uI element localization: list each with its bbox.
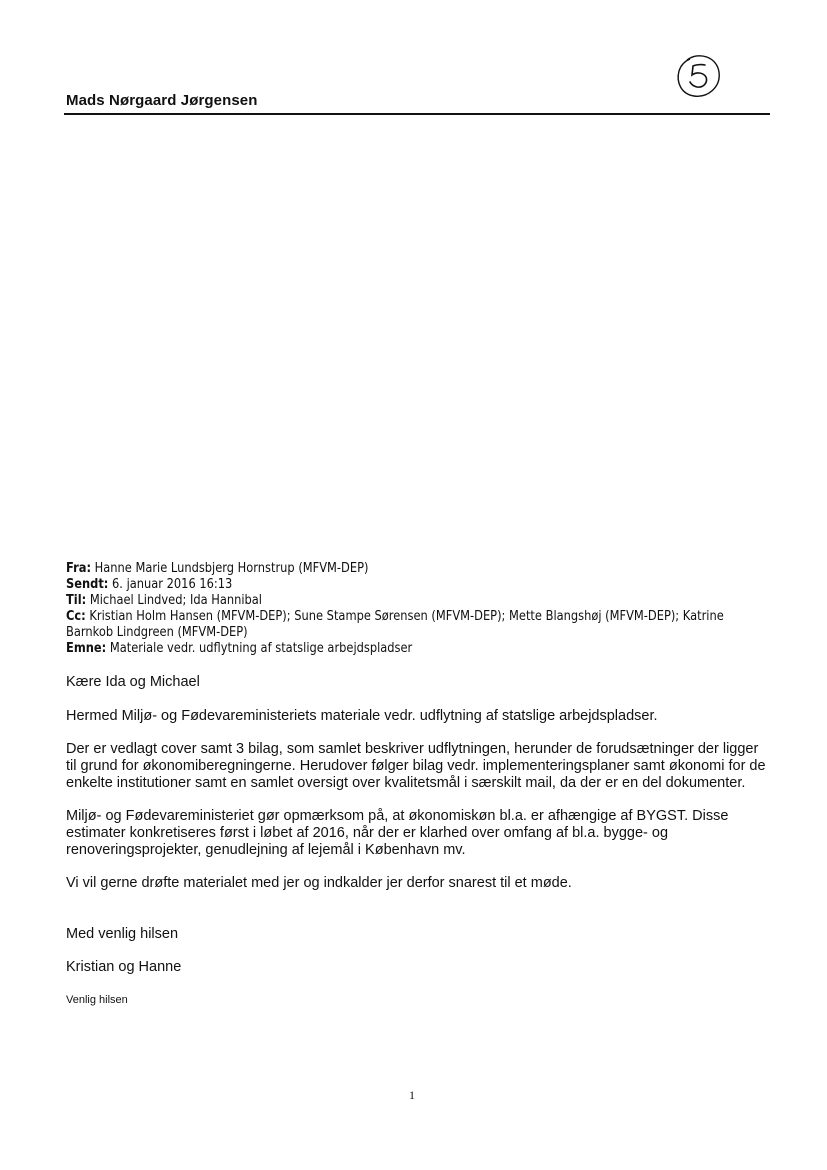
sent-label: Sendt: bbox=[66, 577, 109, 592]
subject-label: Emne: bbox=[66, 641, 107, 656]
closing: Med venlig hilsen bbox=[66, 926, 179, 942]
subject-value: Materiale vedr. udflytning af statslige arbejdspladser bbox=[109, 641, 413, 656]
from-line bbox=[66, 561, 770, 577]
to-line bbox=[66, 593, 770, 609]
body-paragraph-2: Der er vedlagt cover samt 3 bilag, som samlet beskriver udflytningen, herunder de forudsætninger der ligger til grund for økonomiberegningerne. Herudover følger bilag vedr. implementeringsplaner samt økonomi for de enkelte institutioner samt en samlet oversigt over kvalitetsmål i særskilt mail, da der er en del dokumenter. bbox=[66, 741, 766, 791]
header-divider bbox=[64, 113, 770, 115]
body-paragraph-4: Vi vil gerne drøfte materialet med jer og indkalder jer derfor snarest til et møde. bbox=[66, 875, 572, 891]
handwritten-5-mark bbox=[690, 65, 707, 88]
to-value: Michael Lindved; Ida Hannibal bbox=[89, 593, 262, 608]
body-paragraph-3: Miljø- og Fødevareministeriet gør opmærksom på, at økonomiskøn bl.a. er afhængige af BYGST. Disse estimater konkretiseres først i løbet af 2016, når der er klarhed over omfang af bl.a. bygge- og renoveringsprojekter, genudlejning af lejemål i København mv. bbox=[66, 808, 729, 858]
handwritten-page-mark bbox=[673, 50, 723, 100]
document-owner-name: Mads Nørgaard Jørgensen bbox=[66, 92, 258, 109]
sent-line bbox=[66, 577, 770, 593]
cc-line bbox=[66, 609, 770, 625]
email-header bbox=[66, 561, 770, 657]
from-label: Fra: bbox=[66, 561, 92, 576]
circle-mark bbox=[678, 56, 719, 96]
cc-continuation-line bbox=[66, 625, 770, 641]
cc-value-line2: Barnkob Lindgreen (MFVM-DEP) bbox=[66, 625, 248, 640]
sent-value: 6. januar 2016 16:13 bbox=[112, 577, 233, 592]
cc-label: Cc: bbox=[66, 609, 86, 624]
subject-line bbox=[66, 641, 770, 657]
email-body bbox=[66, 674, 766, 1009]
to-label: Til: bbox=[66, 593, 87, 608]
page-number: 1 bbox=[409, 1088, 415, 1102]
from-value: Hanne Marie Lundsbjerg Hornstrup (MFVM-DEP) bbox=[94, 561, 369, 576]
signature: Kristian og Hanne bbox=[66, 959, 182, 975]
body-paragraph-1: Hermed Miljø- og Fødevareministeriets materiale vedr. udflytning af statslige arbejdspladser. bbox=[66, 708, 658, 724]
small-closing: Venlig hilsen bbox=[66, 994, 128, 1006]
greeting: Kære Ida og Michael bbox=[66, 674, 200, 690]
cc-value-line1: Kristian Holm Hansen (MFVM-DEP); Sune Stampe Sørensen (MFVM-DEP); Mette Blangshøj (MFVM-DEP); Katrine bbox=[89, 609, 724, 624]
